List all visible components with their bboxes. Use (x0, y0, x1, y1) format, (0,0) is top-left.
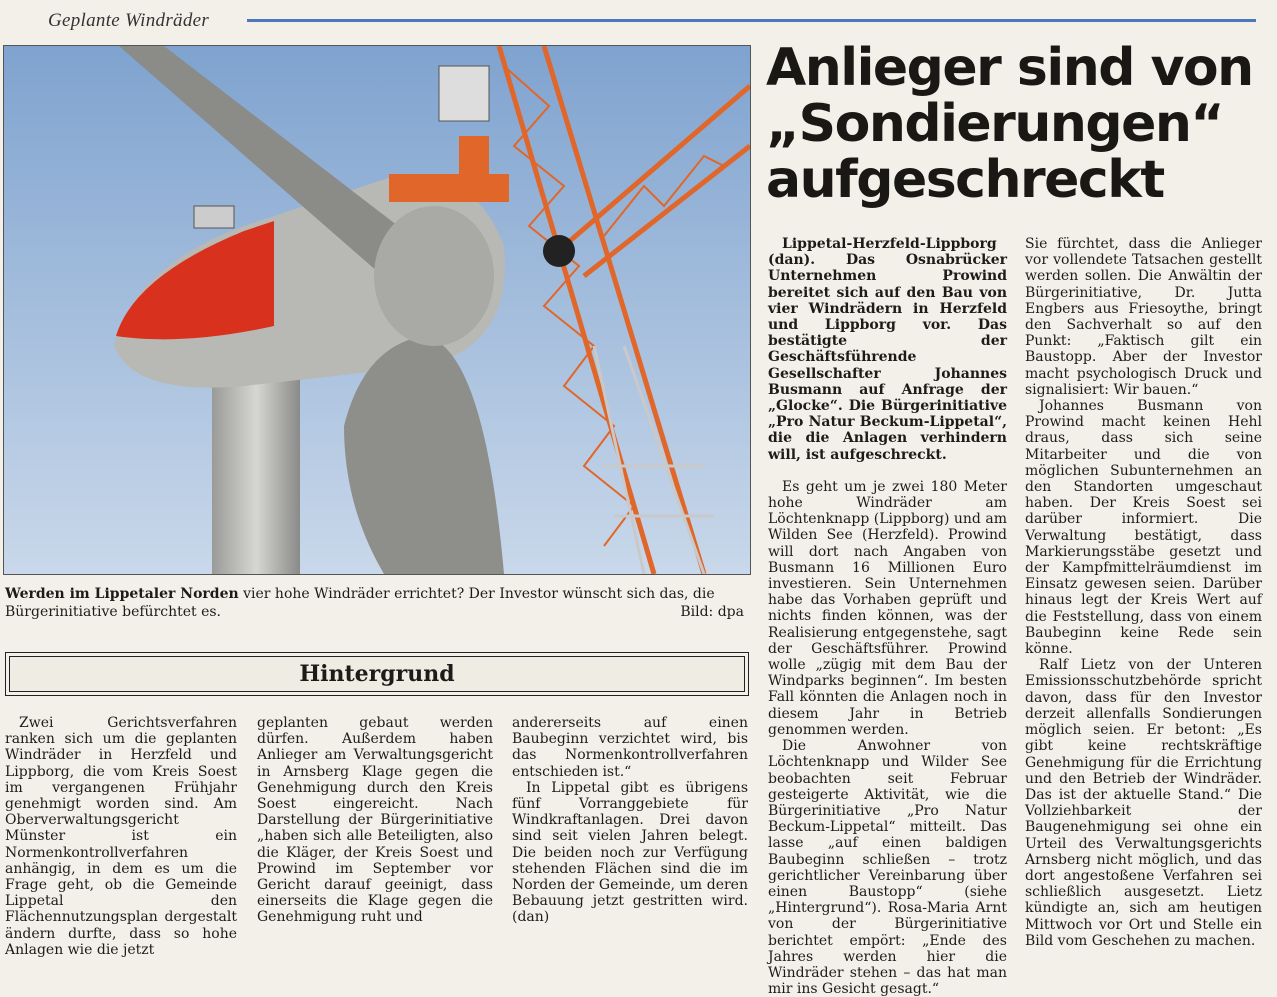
article-column-1 (768, 236, 1007, 997)
article-paragraph: Johannes Busmann von Prowind macht keinen Hehl draus, dass sich seine Mitarbeiter und die von möglichen Subunternehmen an den Standorten umgeschaut haben. Der Kreis Soest sei darüber informiert. Die Verwaltung bestätigt, dass Markierungsstäbe gesetzt und der Kampfmittelräumdienst im Einsatz gewesen seien. Darüber hinaus legt der Kreis Wert auf die Feststellung, dass von einem Baubeginn keine Rede sein könne. (1025, 398, 1262, 658)
article-paragraph: Es geht um je zwei 180 Meter hohe Windräder am Löchtenknapp (Lippborg) und am Wilden See (Herzfeld). Prowind will dort nach Angaben von Busmann 16 Millionen Euro investieren. Sein Unternehmen habe das Vorhaben geprüft und nichts finden können, was der Realisierung entgegenstehe, sagt der Geschäftsführer. Prowind wolle „zügig mit dem Bau der Windparks beginnen“. Im besten Fall könnten die Anlagen noch in diesem Jahr in Betrieb genommen werden. (768, 478, 1007, 738)
wind-turbine-photo (3, 45, 751, 575)
background-paragraph: Zwei Gerichtsverfahren ranken sich um die geplanten Windräder in Herzfeld und Lippborg, die vom Kreis Soest im vergangenen Frühjahr genehmigt worden sind. Am Oberverwaltungsgericht Münster ist ein Normenkontrollverfahren anhängig, in dem es um die Frage geht, ob die Gemeinde Lippetal den Flächennutzungsplan dergestalt ändern durfte, dass so hohe Anlagen wie die jetzt (5, 715, 237, 958)
headline-line-1: Anlieger sind von (766, 38, 1253, 98)
background-paragraph: geplanten gebaut werden dürfen. Außerdem haben Anlieger am Verwaltungsgericht in Arnsberg Klage gegen die Genehmigung durch den Kreis Soest eingereicht. Nach Darstellung der Bürgerinitiative „haben sich alle Beteiligten, also die Kläger, der Kreis Soest und Prowind im September vor Gericht darauf geeinigt, dass einerseits die Klage gegen die Genehmigung ruht und (257, 715, 493, 926)
headline-line-2: „Sondierungen“ (766, 94, 1224, 154)
background-paragraph: In Lippetal gibt es übrigens fünf Vorranggebiete für Windkraftanlagen. Drei davon sind seit vielen Jahren belegt. Die beiden noch zur Verfügung stehenden Flächen sind die im Norden der Gemeinde, um deren Bebauung jetzt gestritten wird. (dan) (512, 779, 748, 926)
headline-line-3: aufgeschreckt (766, 150, 1164, 210)
background-column-1 (5, 715, 237, 958)
article-paragraph: Die Anwohner von Löchtenknapp und Wilder See beobachten seit Februar gesteigerte Aktivität, wie die Bürgerinitiative „Pro Natur Beckum-Lippetal“ mitteilt. Das lasse „auf einen baldigen Baubeginn schließen – trotz gerichtlicher Vereinbarung über einen Baustopp“ (siehe „Hintergrund“). Rosa-Maria Arnt von der Bürgerinitiative berichtet empört: „Ende des Jahres werden hier die Windräder stehen – das hat man mir ins Gesicht gesagt.“ (768, 738, 1007, 997)
article-intro: Lippetal-Herzfeld-Lippborg (dan). Das Osnabrücker Unternehmen Prowind bereitet sich auf den Bau von vier Windrädern in Herzfeld und Lippborg vor. Das bestätigte der Geschäftsführende Gesellschafter Johannes Busmann auf Anfrage der „Glocke“. Die Bürgerinitiative „Pro Natur Beckum-Lippetal“, die die Anlagen verhindern will, ist aufgeschreckt. (768, 236, 1007, 463)
caption-lead: Werden im Lippetaler Norden (5, 586, 239, 602)
background-paragraph: andererseits auf einen Baubeginn verzichtet wird, bis das Normenkontrollverfahren entschieden ist.“ (512, 715, 748, 780)
article-paragraph: Sie fürchtet, dass die Anlieger vor vollendete Tatsachen gestellt werden sollen. Die Anwältin der Bürgerinitiative, Dr. Jutta Engbers aus Friesoythe, bringt den Sachverhalt so auf den Punkt: „Faktisch gilt ein Baustopp. Aber der Investor macht psychologisch Druck und signalisiert: Wir bauen.“ (1025, 236, 1262, 398)
headline (766, 40, 1266, 208)
rubric-divider (247, 19, 1256, 22)
background-column-3 (512, 715, 748, 926)
rubric-label: Geplante Windräder (48, 10, 210, 31)
background-column-2 (257, 715, 493, 926)
article-column-2 (1025, 236, 1262, 949)
photo-caption (5, 585, 748, 621)
caption-text: vier hohe Windräder errichtet? Der Investor wünscht sich das, die Bürgerinitiative befürchtet es. (5, 586, 715, 620)
background-box-title: Hintergrund (5, 652, 749, 696)
photo-credit: Bild: dpa (680, 604, 744, 620)
article-paragraph: Ralf Lietz von der Unteren Emissionsschutzbehörde spricht davon, dass für den Investor derzeit allenfalls Sondierungen möglich seien. Er betont: „Es gibt keine rechtskräftige Genehmigung für die Errichtung und den Betrieb der Windräder. Das ist der aktuelle Stand.“ Die Vollziehbarkeit der Baugenehmigung sei ohne ein Urteil des Verwaltungsgerichts Arnsberg nicht möglich, und das dort angestoßene Verfahren sei schließlich ausgesetzt. Lietz kündigte an, sich am heutigen Mittwoch vor Ort und Stelle ein Bild vom Geschehen zu machen. (1025, 657, 1262, 949)
